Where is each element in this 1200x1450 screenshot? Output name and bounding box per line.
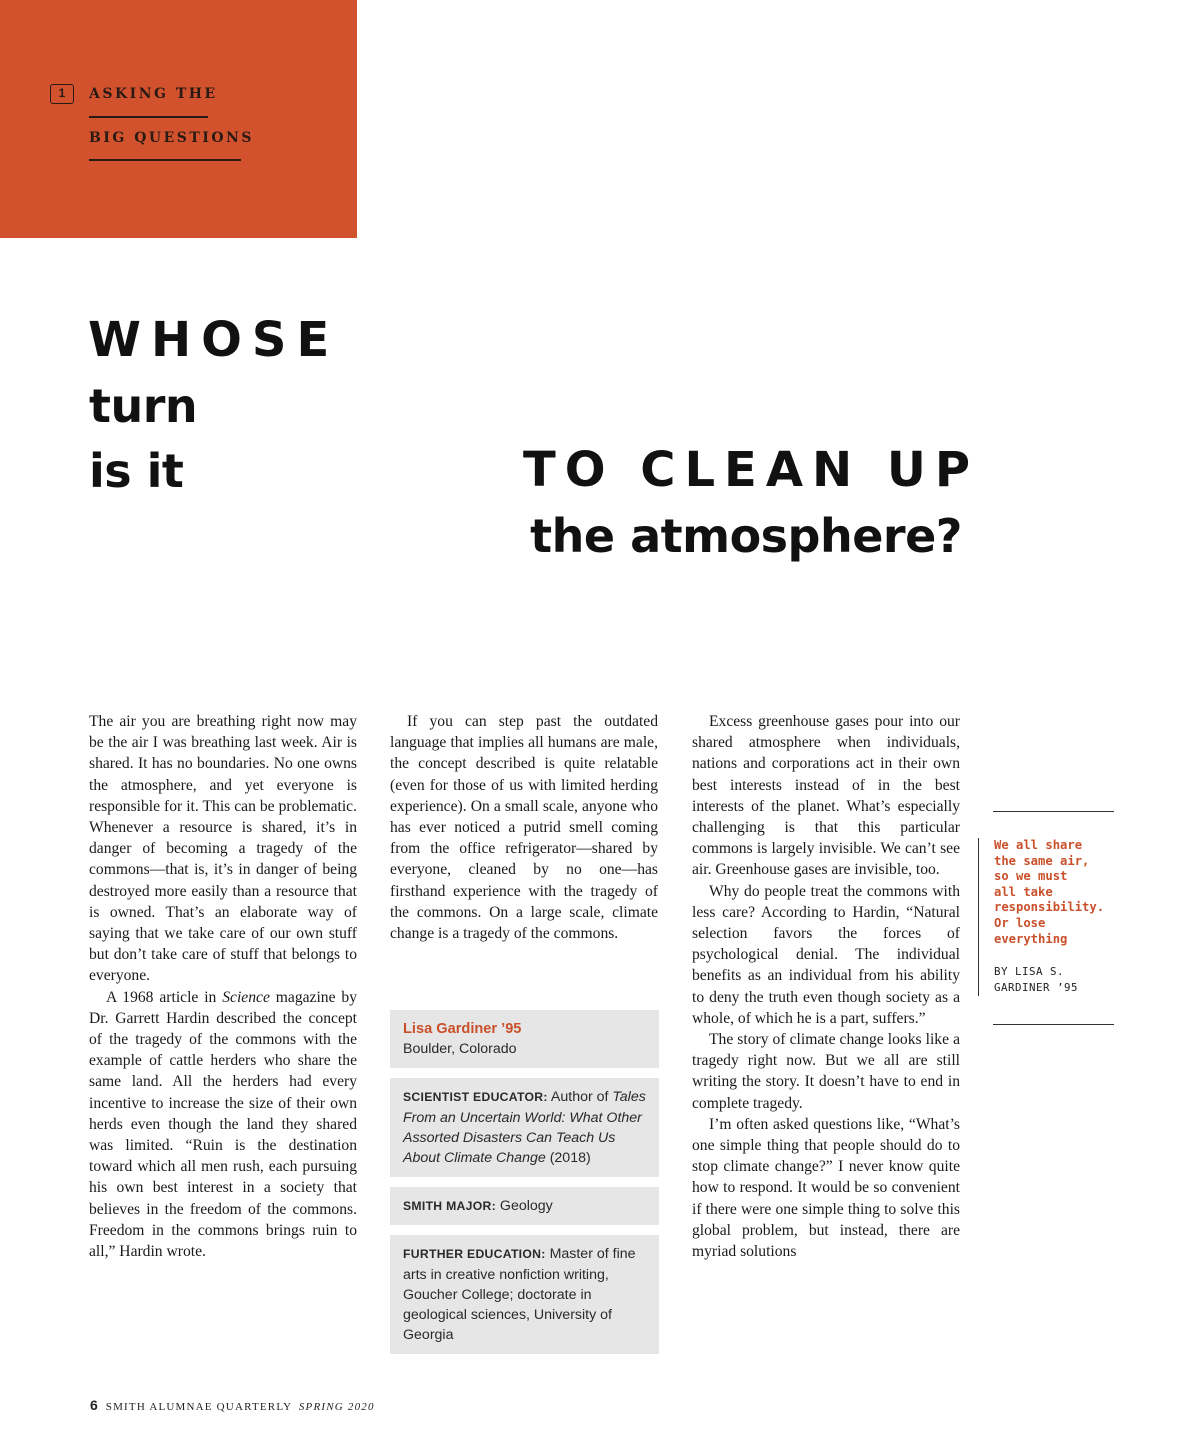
page-footer xyxy=(90,1397,375,1413)
headline-word-whose: WHOSE xyxy=(88,312,340,368)
headline-clean-up: TO CLEAN UP xyxy=(522,442,979,498)
headline-word-turn: turn xyxy=(89,379,198,433)
headline-atmosphere: the atmosphere? xyxy=(530,509,962,563)
page-number: 6 xyxy=(90,1397,98,1413)
publication-name: Science xyxy=(222,988,270,1006)
article-column-2 xyxy=(390,711,658,944)
bio-major-box: SMITH MAJOR: Geology xyxy=(390,1187,659,1225)
issue-season: SPRING 2020 xyxy=(298,1401,375,1413)
article-column-3 xyxy=(692,711,960,1262)
bio-education-box: FURTHER EDUCATION: Master of fine arts in creative nonfiction writing, Goucher College; doctorate in geological sciences, University of Georgia xyxy=(390,1235,659,1354)
author-bio xyxy=(390,1010,659,1364)
paragraph: I’m often asked questions like, “What’s one simple thing that people should do to stop climate change?” I never know quite how to respond. It would be so convenient if there were one simple thing to solve this global problem, but instead, there are myriad solutions xyxy=(692,1115,960,1261)
paragraph: The story of climate change looks like a tragedy right now. But we all are still writing the story. It doesn’t have to end in complete tragedy. xyxy=(692,1031,960,1112)
section-rule xyxy=(89,159,241,161)
pull-quote-byline: BY LISA S. GARDINER ’95 xyxy=(994,965,1079,995)
section-header-block xyxy=(0,0,357,238)
section-title-line2: BIG QUESTIONS xyxy=(89,130,254,146)
bio-role-box: SCIENTIST EDUCATOR: Author of Tales From an Uncertain World: What Other Assorted Disasters Can Teach Us About Climate Change (2018) xyxy=(390,1078,659,1177)
publication-title: SMITH ALUMNAE QUARTERLY xyxy=(105,1401,292,1413)
headline-word-is-it: is it xyxy=(89,444,184,498)
education-label: FURTHER EDUCATION: xyxy=(403,1247,546,1262)
author-name: Lisa Gardiner ’95 xyxy=(403,1021,522,1037)
pull-quote-rule xyxy=(993,811,1114,812)
paragraph: The air you are breathing right now may be the air I was breathing last week. Air is shared. It has no boundaries. No one owns the atmosphere, and yet everyone is responsible for it. This can be problematic. Whenever a resource is shared, it’s in danger of becoming a tragedy of the commons—that is, it’s in danger of being destroyed more easily than a resource that is owned. That’s an elaborate way of saying that we take care of our own stuff but don’t take care of stuff that belongs to everyone. xyxy=(89,713,357,985)
paragraph: Why do people treat the commons with less care? According to Hardin, “Natural selection favors the forces of psychological denial. The individual benefits as an individual from his ability to deny the truth even though society as a whole, of which he is a part, suffers.” xyxy=(692,882,960,1027)
section-rule xyxy=(89,116,208,118)
article-column-1 xyxy=(89,711,357,1262)
pull-quote: We all share the same air, so we must all take responsibility. Or lose everything xyxy=(994,838,1105,946)
bio-name-box xyxy=(390,1010,659,1068)
major-label: SMITH MAJOR: xyxy=(403,1199,496,1214)
section-title-line1: ASKING THE xyxy=(89,86,218,102)
book-title: Tales From an Uncertain World: What Other Assorted Disasters Can Teach Us About Climate Change xyxy=(403,1089,646,1167)
paragraph: Excess greenhouse gases pour into our shared atmosphere when individuals, nations and corporations act in their own best interests instead of in the best interests of the planet. What’s especially challenging is that this particular commons is largely invisible. We can’t see air. Greenhouse gases are invisible, too. xyxy=(692,713,960,879)
author-location: Boulder, Colorado xyxy=(403,1041,517,1058)
section-number: 1 xyxy=(50,84,74,104)
pull-quote-rule xyxy=(993,1024,1114,1025)
paragraph: A 1968 article in Science magazine by Dr. Garrett Hardin described the concept of the tragedy of the commons with the example of cattle herders who share the same land. All the herders had every incentive to increase the size of their own herds even though the land they shared was limited. “Ruin is the destination toward which all men rush, each pursuing his own best interest in a society that believes in the freedom of the commons. Freedom in the commons brings ruin to all,” Hardin wrote. xyxy=(89,988,357,1261)
paragraph: If you can step past the outdated language that implies all humans are male, the concept described is quite relatable (even for those of us with limited herding experience). On a small scale, anyone who has ever noticed a putrid smell coming from the office refrigerator—shared by everyone, cleaned by no one—has firsthand experience with the tragedy of the commons. On a large scale, climate change is a tragedy of the commons. xyxy=(390,713,658,943)
role-label: SCIENTIST EDUCATOR: xyxy=(403,1090,548,1105)
pull-quote-bar xyxy=(978,838,979,996)
